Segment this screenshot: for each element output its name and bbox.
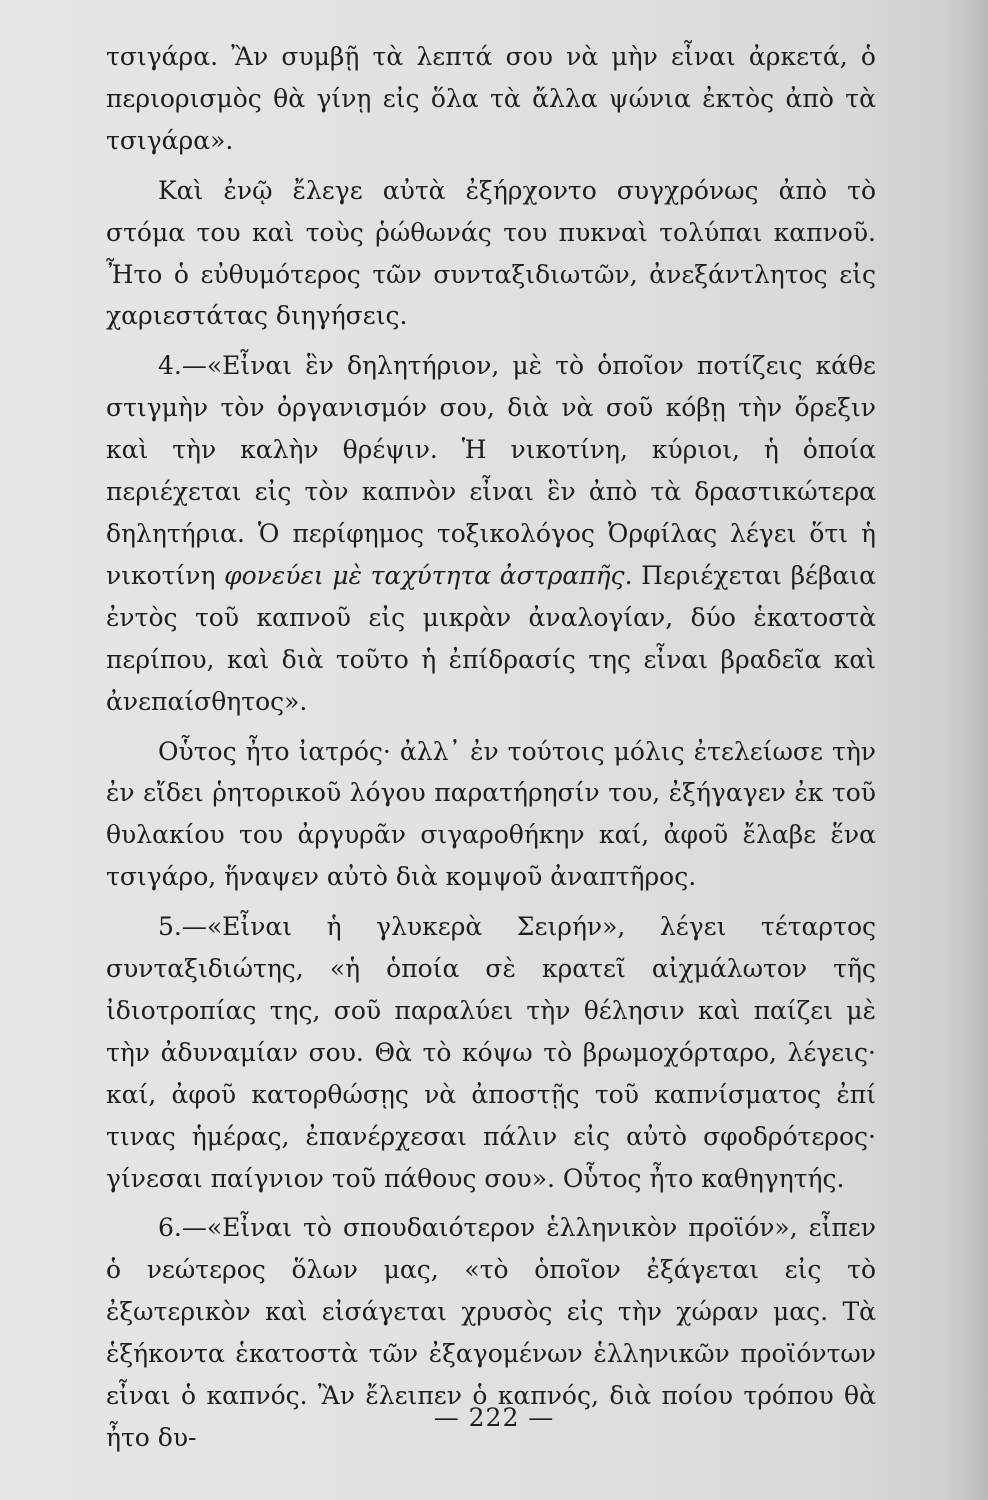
paragraph-doctor-quote xyxy=(106,345,876,722)
paragraph-continuation: τσιγάρα. Ἂν συμβῇ τὰ λεπτά σου νὰ μὴν εἶναι ἀρκετά, ὁ περιορισμὸς θὰ γίνῃ εἰς ὅλα τὰ ἄλλα ψώνια ἐκτὸς ἀπὸ τὰ τσιγάρα». xyxy=(106,42,876,155)
doctor-quote-text-end: . Περιέχεται βέβαια ἐντὸς τοῦ καπνοῦ εἰς μικρὰν ἀναλογίαν, δύο ἑκατοστὰ περίπου, καὶ διὰ τοῦτο ἡ ἐπίδρασίς της εἶναι βραδεῖα καὶ ἀνεπαίσθητος». xyxy=(106,560,876,716)
paragraph-smoker-description: Καὶ ἐνῷ ἔλεγε αὐτὰ ἐξήρχοντο συγχρόνως ἀπὸ τὸ στόμα του καὶ τοὺς ῥώθωνάς του πυκναὶ τολύπαι καπνοῦ. Ἦτο ὁ εὐθυμότερος τῶν συνταξιδιωτῶν, ἀνεξάντλητος εἰς χαριεστάτας διηγήσεις. xyxy=(106,175,876,331)
doctor-quote-italic: φονεύει μὲ ταχύτητα ἀστραπῆς xyxy=(224,560,625,590)
page-number: — 222 — xyxy=(433,1403,555,1432)
paragraph-professor-quote: 5.—«Εἶναι ἡ γλυκερὰ Σειρήν», λέγει τέταρτος συνταξιδιώτης, «ἡ ὁποία σὲ κρατεῖ αἰχμάλωτον τῆς ἰδιοτροπίας της, σοῦ παραλύει τὴν θέλησιν καὶ παίζει μὲ τὴν ἀδυναμίαν σου. Θὰ τὸ κόψω τὸ βρωμοχόρταρο, λέγεις· καί, ἀφοῦ κατορθώσῃς νὰ ἀποστῇς τοῦ καπνίσματος ἐπί τινας ἡμέρας, ἐπανέρχεσαι πάλιν εἰς αὐτὸ σφοδρότερος· γίνεσαι παίγνιον τοῦ πάθους σου». Οὗτος ἦτο καθηγητής. xyxy=(106,912,876,1193)
paragraph-youngest-quote: 6.—«Εἶναι τὸ σπουδαιότερον ἑλληνικὸν προϊόν», εἶπεν ὁ νεώτερος ὅλων μας, «τὸ ὁποῖον ἐξάγεται εἰς τὸ ἐξωτερικὸν καὶ εἰσάγεται χρυσὸς εἰς τὴν χώραν μας. Τὰ ἑξήκοντα ἑκατοστὰ τῶν ἐξαγομένων ἑλληνικῶν προϊόντων εἶναι ὁ καπνός. Ἂν ἔλειπεν ὁ καπνός, διὰ ποίου τρόπου θὰ ἦτο δυ- xyxy=(106,1213,876,1452)
page-text xyxy=(106,36,876,1459)
paragraph-doctor-action: Οὗτος ἦτο ἰατρός· ἀλλ᾽ ἐν τούτοις μόλις ἐτελείωσε τὴν ἐν εἴδει ῥητορικοῦ λόγου παρατήρησίν του, ἐξήγαγεν ἐκ τοῦ θυλακίου του ἀργυρᾶν σιγαροθήκην καί, ἀφοῦ ἔλαβε ἕνα τσιγάρο, ἥναψεν αὐτὸ διὰ κομψοῦ ἀναπτῆρος. xyxy=(106,736,876,892)
doctor-quote-text-start: 4.—«Εἶναι ἓν δηλητήριον, μὲ τὸ ὁποῖον ποτίζεις κάθε στιγμὴν τὸν ὀργανισμόν σου, διὰ νὰ σοῦ κόβῃ τὴν ὄρεξιν καὶ τὴν καλὴν θρέψιν. Ἡ νικοτίνη, κύριοι, ἡ ὁποία περιέχεται εἰς τὸν καπνὸν εἶναι ἓν ἀπὸ τὰ δραστικώτερα δηλητήρια. Ὁ περίφημος τοξικολόγος Ὀρφίλας λέγει ὅτι ἡ νικοτίνη xyxy=(106,351,876,590)
